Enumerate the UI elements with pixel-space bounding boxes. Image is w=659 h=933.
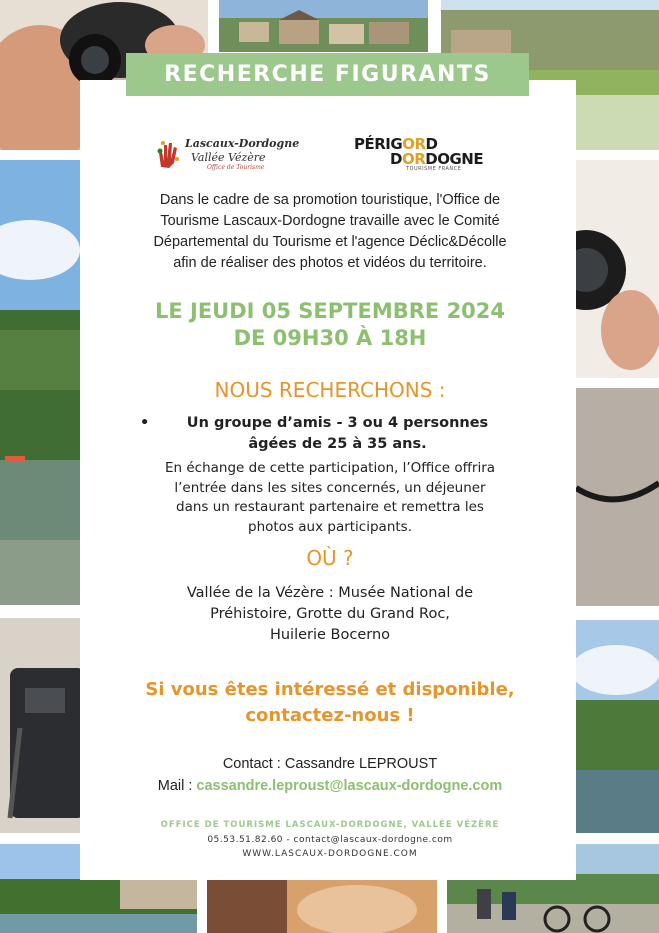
photo-river-kayaks bbox=[0, 160, 80, 605]
photo-village bbox=[219, 0, 428, 52]
logo-lascaux-dordogne bbox=[155, 137, 300, 175]
intro-line: afin de réaliser des photos et vidéos du territoire. bbox=[173, 255, 487, 271]
search-heading: NOUS RECHERCHONS : bbox=[214, 378, 446, 402]
photo-camera-strap bbox=[576, 388, 659, 606]
logo-right-line3: TOURISME FRANCE bbox=[406, 166, 462, 172]
logo-left-line3: Office de Tourisme bbox=[207, 164, 265, 171]
photo-camera-hand bbox=[576, 160, 659, 378]
where-line: Préhistoire, Grotte du Grand Roc, bbox=[210, 606, 450, 622]
call-to-action bbox=[110, 677, 550, 729]
bullet-line: âgées de 25 à 35 ans. bbox=[248, 436, 427, 452]
logo-left-line1: Lascaux-Dordogne bbox=[185, 137, 300, 150]
cta-line: contactez-nous ! bbox=[245, 705, 415, 726]
exchange-line: dans un restaurant partenaire et remettra les bbox=[176, 499, 484, 515]
footer-website-link[interactable]: WWW.LASCAUX-DORDOGNE.COM bbox=[242, 849, 418, 859]
photo-camera-bag bbox=[0, 618, 80, 833]
intro-line: Dans le cadre de sa promotion touristique, l'Office de bbox=[159, 192, 501, 208]
footer-org: OFFICE DE TOURISME LASCAUX-DORDOGNE, VALLÉE VÉZÈRE bbox=[160, 820, 500, 830]
logo-perigord-dordogne bbox=[354, 135, 490, 175]
where-line: Vallée de la Vézère : Musée National de bbox=[186, 585, 474, 601]
bullet-line: Un groupe d’amis - 3 ou 4 personnes bbox=[186, 415, 489, 431]
footer-phone: 05.53.51.82.60 - contact@lascaux-dordogne.com bbox=[207, 835, 453, 845]
logo-right-line1: PÉRIGORD bbox=[354, 135, 438, 153]
event-time-line: DE 09H30 À 18H bbox=[233, 326, 427, 350]
photo-river-trees bbox=[576, 620, 659, 833]
logo-left-line2: Vallée Vézère bbox=[191, 151, 266, 164]
bullet-icon: • bbox=[140, 415, 150, 431]
exchange-line: En échange de cette participation, l’Office offrira bbox=[164, 460, 496, 476]
mail-label: Mail : bbox=[157, 778, 197, 794]
exchange-line: photos aux participants. bbox=[248, 518, 412, 535]
where-heading: OÙ ? bbox=[306, 546, 354, 570]
photo-hands-sunset bbox=[207, 880, 437, 933]
contact-name: Contact : Cassandre LEPROUST bbox=[222, 756, 438, 772]
exchange-line: l’entrée dans les sites concernés, un déjeuner bbox=[174, 479, 486, 496]
page-title: RECHERCHE FIGURANTS bbox=[164, 62, 491, 87]
logo-right-line2: DORDOGNE bbox=[390, 150, 484, 168]
exchange-paragraph bbox=[120, 459, 540, 537]
cta-line: Si vous êtes intéressé et disponible, bbox=[145, 679, 515, 700]
intro-paragraph bbox=[110, 190, 550, 274]
hand-print-icon bbox=[155, 139, 181, 169]
mail-address-link[interactable]: cassandre.leproust@lascaux-dordogne.com bbox=[196, 778, 503, 794]
event-date-line: LE JEUDI 05 SEPTEMBRE 2024 bbox=[154, 299, 506, 323]
search-bullet bbox=[140, 413, 535, 455]
contact-mail bbox=[110, 778, 550, 794]
intro-line: Départemental du Tourisme et l'agence Déclic&Décolle bbox=[153, 234, 507, 250]
where-paragraph bbox=[120, 583, 540, 646]
title-banner bbox=[126, 53, 529, 96]
event-date bbox=[110, 298, 550, 352]
intro-line: Tourisme Lascaux-Dordogne travaille avec le Comité bbox=[160, 213, 500, 229]
where-line: Huilerie Bocerno bbox=[269, 627, 391, 643]
